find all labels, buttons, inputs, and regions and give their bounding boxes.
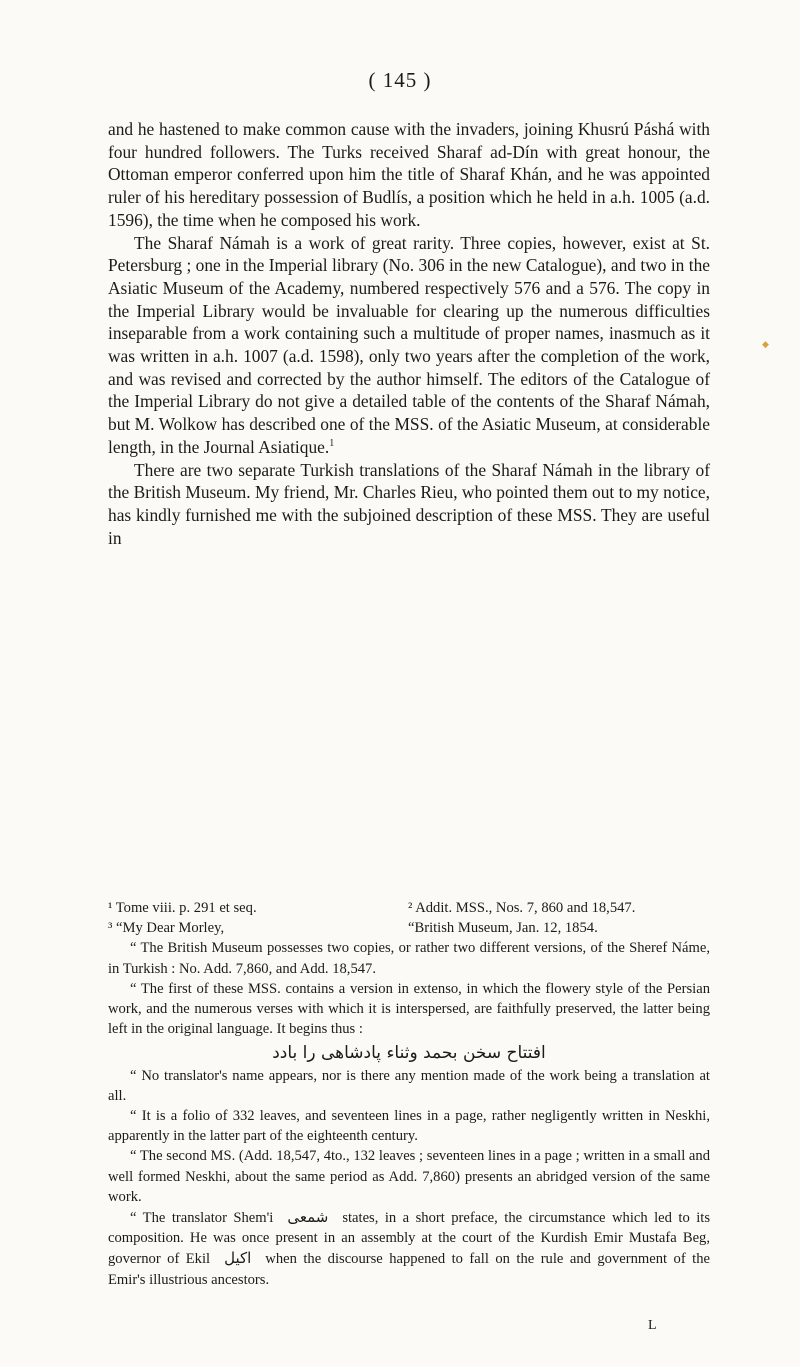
arabic-name-ekil: اکیل <box>224 1249 252 1268</box>
quote-4: “ It is a folio of 332 leaves, and seventeen lines in a page, rather negligently written in Neskhi, apparently in the latter part of the eighteenth century. <box>108 1108 710 1145</box>
footnotes <box>108 898 710 1290</box>
signature-mark: L <box>648 1318 657 1333</box>
footnote-3-salutation: ³ “My Dear Morley, <box>108 920 225 937</box>
footnote-row-1 <box>108 898 710 918</box>
footnote-row-3 <box>108 918 710 938</box>
page-number: ( 145 ) <box>368 68 432 92</box>
quote-1: “ The British Museum possesses two copies, or rather two different versions, of the Sheref Náme, in Turkish : No. Add. 7,860, and Add. 18,547. <box>108 940 710 977</box>
ink-speck: ◆ <box>762 339 769 349</box>
quote-6 <box>108 1207 710 1290</box>
quote-2: “ The first of these MSS. contains a version in extenso, in which the flowery style of the Persian work, and the numerous verses with which it is interspersed, are faithfully preserved, the latter being left in the original language. It begins thus : <box>108 980 710 1038</box>
quote-6-part-a: “ The translator Shem'i <box>130 1210 274 1227</box>
quote-3: “ No translator's name appears, nor is there any mention made of the work being a translation at all. <box>108 1067 710 1104</box>
quote-6-part-c: when the discourse happened to fall on the rule and government of the Emir's illustrious ancestors. <box>108 1251 710 1288</box>
paragraph-3: There are two separate Turkish translations of the Sharaf Námah in the library of the British Museum. My friend, Mr. Charles Rieu, who pointed them out to my notice, has kindly furnished me with the subjoined description of these MSS. They are useful in <box>108 459 710 548</box>
arabic-incipit: افتتاح سخن بحمد وثناء پادشاهی را بادد <box>272 1043 546 1064</box>
arabic-name-shemi: شمعی <box>287 1208 329 1227</box>
footnote-1: ¹ Tome viii. p. 291 et seq. <box>108 900 257 916</box>
footnote-3-dateline: “British Museum, Jan. 12, 1854. <box>408 920 598 937</box>
paragraph-1: and he hastened to make common cause with the invaders, joining Khusrú Páshá with four hundred followers. The Turks received Sharaf ad-Dín with great honour, the Ottoman emperor conferred upon him the title of Sharaf Khán, and he was appointed ruler of his hereditary possession of Budlís, a position which he held in a.h. 1005 (a.d. 1596), the time when he composed his work. <box>108 119 710 230</box>
quote-5: “ The second MS. (Add. 18,547, 4to., 132 leaves ; seventeen lines in a page ; written in a small and well formed Neskhi, about the same period as Add. 7,860) presents an abridged version of the same work. <box>108 1148 710 1205</box>
paragraph-2-text: The Sharaf Námah is a work of great rarity. Three copies, however, exist at St. Petersburg ; one in the Imperial library (No. 306 in the new Catalogue), and two in the Asiatic Museum of the Academy, numbered respectively 576 and a 576. The copy in the Imperial Library would be invaluable for clearing up the numerous difficulties inseparable from a work containing such a multitude of proper names, inasmuch as it was written in a.h. 1007 (a.d. 1598), only two years after the completion of the work, and was revised and corrected by the author himself. The editors of the Catalogue of the Imperial Library do not give a detailed table of the contents of the Sharaf Námah, but M. Wolkow has described one of the MSS. of the Asiatic Museum, at considerable length, in the Journal Asiatique. <box>108 232 710 457</box>
footnote-ref-1: 1 <box>329 438 335 450</box>
footnote-2: ² Addit. MSS., Nos. 7, 860 and 18,547. <box>408 900 636 916</box>
paragraph-2 <box>108 232 710 459</box>
quote-6-part-b: states, in a short preface, the circumstance which led to its composition. He was once present in an assembly at the court of the Kurdish Emir Mustafa Beg, governor of Ekil <box>108 1210 711 1268</box>
main-text <box>108 118 710 549</box>
